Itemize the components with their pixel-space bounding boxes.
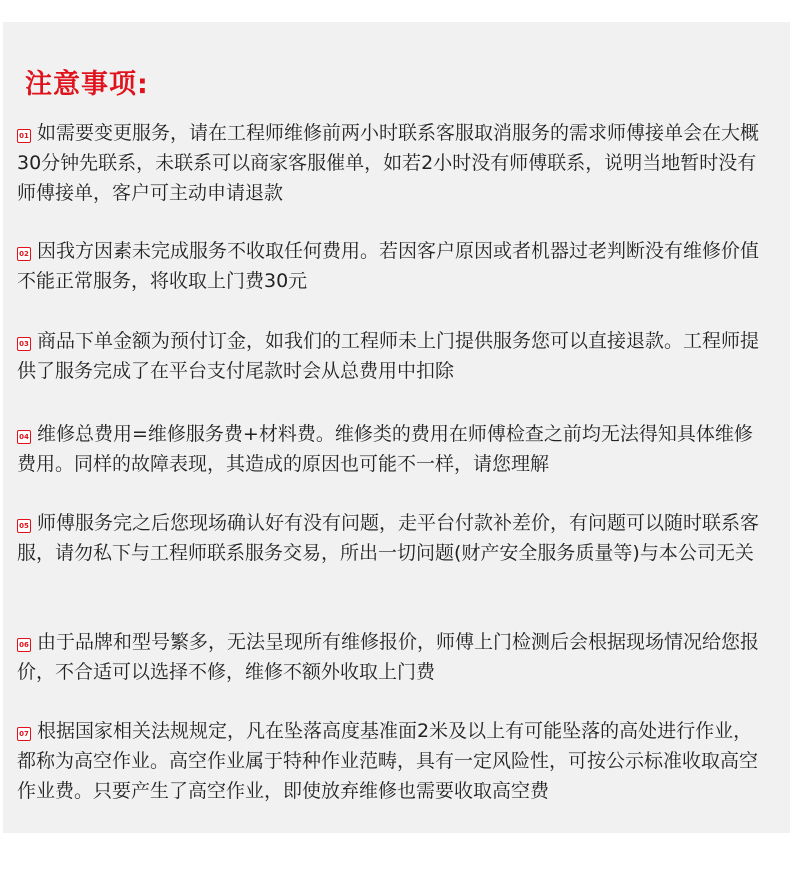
number-badge-icon: 03 [17, 337, 31, 351]
notice-text: 维修总费用=维修服务费+材料费。维修类的费用在师傅检查之前均无法得知具体维修费用。同样的故障表现，其造成的原因也可能不一样，请您理解 [17, 423, 753, 475]
page-title: 注意事项: [25, 69, 149, 100]
notice-item-3 [17, 326, 769, 386]
notice-text: 因我方因素未完成服务不收取任何费用。若因客户原因或者机器过老判断没有维修价值不能正常服务，将收取上门费30元 [17, 240, 760, 292]
notice-item-1 [17, 118, 769, 208]
notice-text: 根据国家相关法规规定，凡在坠落高度基准面2米及以上有可能坠落的高处进行作业，都称为高空作业。高空作业属于特种作业范畴，具有一定风险性，可按公示标准收取高空作业费。只要产生了高空作业，即使放弃维修也需要收取高空费 [17, 720, 759, 802]
number-badge-icon: 04 [17, 430, 31, 444]
number-badge-icon: 01 [17, 129, 31, 143]
notice-item-7 [17, 716, 769, 806]
number-badge-icon: 07 [17, 727, 31, 741]
number-badge-icon: 02 [17, 247, 31, 261]
notice-text: 师傅服务完之后您现场确认好有没有问题，走平台付款补差价，有问题可以随时联系客服，请勿私下与工程师联系服务交易，所出一切问题(财产安全服务质量等)与本公司无关 [17, 512, 760, 564]
number-badge-icon: 06 [17, 638, 31, 652]
notice-text: 如需要变更服务，请在工程师维修前两小时联系客服取消服务的需求师傅接单会在大概30分钟先联系，未联系可以商家客服催单，如若2小时没有师傅联系，说明当地暂时没有师傅接单，客户可主动申请退款 [17, 122, 760, 204]
bottom-margin [0, 833, 790, 872]
notice-item-6 [17, 627, 769, 687]
number-badge-icon: 05 [17, 519, 31, 533]
notice-item-4 [17, 419, 769, 479]
notice-text: 由于品牌和型号繁多，无法呈现所有维修报价，师傅上门检测后会根据现场情况给您报价，不合适可以选择不修，维修不额外收取上门费 [17, 631, 760, 683]
notice-item-5 [17, 508, 769, 568]
notice-text: 商品下单金额为预付订金，如我们的工程师未上门提供服务您可以直接退款。工程师提供了服务完成了在平台支付尾款时会从总费用中扣除 [17, 330, 760, 382]
notice-item-2 [17, 236, 769, 296]
